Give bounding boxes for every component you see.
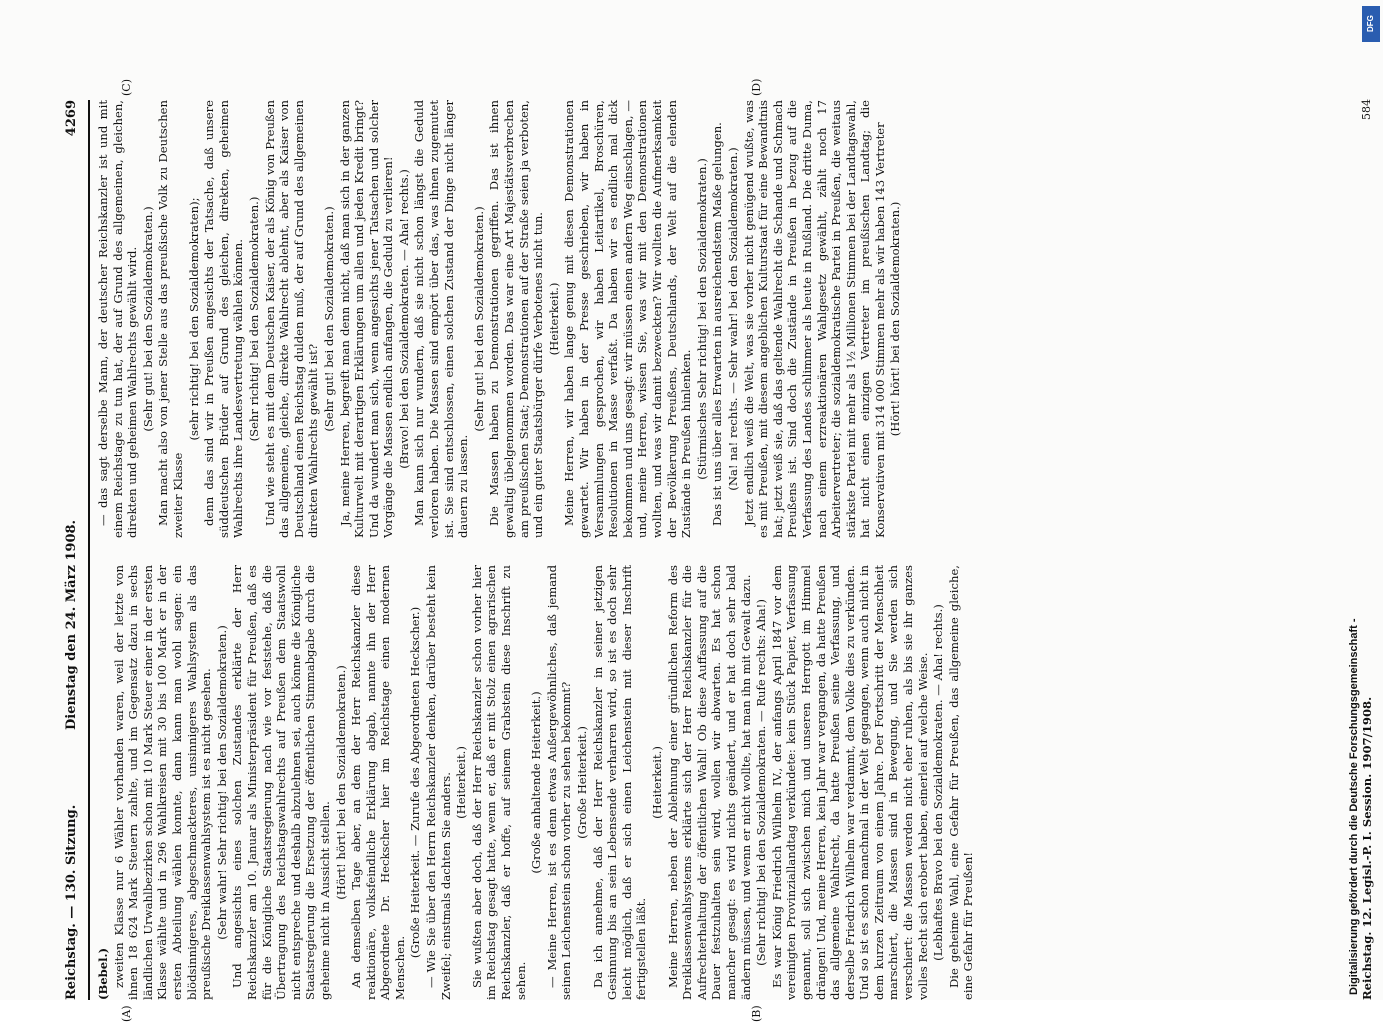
page-header xyxy=(64,100,86,1000)
paragraph: — Wie Sie über den Herrn Reichskanzler denken, darüber besteht kein Zweifel; einstmals dachten Sie anders. xyxy=(424,565,453,1000)
paragraph: (Sehr richtig! bei den Sozialdemokraten. — Rufe rechts: Aha!) xyxy=(754,599,769,966)
paragraph: Meine Herren, neben der Ablehnung einer gründlichen Reform des Dreiklassenwahlsystems erklärte sich der Herr Reichskanzler für die Aufrechterhaltung der öffentlichen Wahl! Ob diese Auffassung auf die Dauer festzuhalten sein wird, wollen wir abwarten. Es hat schon mancher gesagt: es wird nichts geändert, und er hat doch sehr bald ändern müssen, und wenn er nicht wollte, hat man ihn mit Gewalt dazu. xyxy=(665,565,753,1000)
paragraph: (Sehr gut! bei den Sozialdemokraten.) xyxy=(471,206,486,432)
paragraph: (Stürmisches Sehr richtig! bei den Sozialdemokraten.) xyxy=(694,158,709,480)
paragraph: (Große Heiterkeit.) xyxy=(575,726,589,839)
header-rule xyxy=(88,100,90,1000)
page-footer: Reichstag. 12. Legisl.-P. I. Session. 1907/1908. xyxy=(1360,696,1374,1000)
speaker-name: (Bebel.) xyxy=(96,947,110,1000)
header-date: Dienstag den 24. März 1908. xyxy=(64,519,79,730)
header-session: Reichstag. — 130. Sitzung. xyxy=(64,804,79,1000)
margin-mark-a: (A) xyxy=(120,1005,133,1022)
paragraph: (Sehr gut! bei den Sozialdemokraten.) xyxy=(140,206,155,432)
paragraph: Es war König Friedrich Wilhelm IV., der anfangs April 1847 vor dem vereinigten Provinziallandtag verkündete: kein Stück Papier, Verfassung genannt, soll sich zwischen mich und unseren Herrgott im Himmel drängen! Und, meine Herren, kein Jahr war vergangen, da hatte Preußen das allgemeine Wahlrecht, da hatte Preußen seine Verfassung, und derselbe Friedrich Wilhelm war verdammt, dem Volke dies zu verkünden. Und so ist es schon manchmal in der Welt gegangen, wenn auch nicht in dem kurzen Zeitraum von einem Jahre. Der Fortschritt der Menschheit marschiert, die Massen sind in Bewegung, und Sie werden sich verschiert: die Massen werden nicht eher ruhen, als bis sie ihr ganzes volles Recht sich erobert haben, einerlei auf welche Weise. xyxy=(769,565,930,1000)
paragraph: (Lebhaftes Bravo bei den Sozialdemokraten. — Aha! rechts.) xyxy=(931,604,946,961)
paragraph: zweiten Klasse nur 6 Wähler vorhanden waren, weil der letzte von ihnen 18 624 Mark Steuern zahlte, und im Gegensatz dazu in sechs ländlichen Urwahlbezirken schon mit 10 Mark Steuer einer in der ersten Klasse wählte und in 296 Wahlkreisen mit 30 bis 100 Mark er in der ersten Abteilung wählen konnte, dann kann man wohl sagen: ein blödsinnigeres, abgeschmackteres, unsinnigeres Wahlsystem als das preußische Dreiklassenwahlsystem ist es nicht gesehen. xyxy=(111,565,214,1000)
paragraph: (Große Heiterkeit. — Zurufe des Abgeordneten Heckscher.) xyxy=(408,606,423,959)
paragraph: (Na! na! rechts. — Sehr wahr! bei den Sozialdemokraten.) xyxy=(725,147,740,491)
margin-mark-b: (B) xyxy=(750,1005,763,1022)
paragraph: Jetzt endlich weiß die Welt, was sie vorher nicht genügend wußte, was es mit Preußen, mit diesem angeblichen Kulturstaat für eine Bewandtnis hat; jetzt weiß sie, daß das geltende Wahlrecht die Schande und Schmach Preußens ist. Sind doch die Zustände in Preußen in bezug auf die Verfassung des Landes schlimmer als heute in Rußland. Die dritte Duma, nach einem erzreaktionären Wahlgesetz gewählt, zählt noch 17 Arbeitervertreter; die sozialdemokratische Partei in Preußen, die weitaus stärkste Partei mit mehr als 1½ Millionen Stimmen bei der Landtagswahl, hat nicht einen einzigen Vertreter im preußischen Landtag; die Konservativen mit 314 000 Stimmen mehr als wir haben 143 Vertreter xyxy=(741,100,887,538)
paragraph: (Heiterkeit.) xyxy=(546,282,561,356)
paragraph: (Hört! hört! bei den Sozialdemokraten.) xyxy=(888,201,903,437)
header-page-number: 4269 xyxy=(64,100,79,137)
paragraph: (Hört! hört! bei den Sozialdemokraten.) xyxy=(333,665,348,900)
paragraph: — Meine Herren, ist es denn etwas Außergewöhnliches, daß jemand seinen Leichenstein schon vorher zu sehen bekommt? xyxy=(544,565,574,1000)
rotated-page xyxy=(60,78,1380,1022)
paragraph: (Heiterkeit.) xyxy=(649,746,664,819)
paragraph: Und wie steht es mit dem Deutschen Kaiser, der als König von Preußen das allgemeine, gleiche, direkte Wahlrecht ablehnt, aber als Kaiser von Deutschland einen Reichstag dulden muß, der auf Grund des allgemeinen direkten Wahlrechts gewählt ist? xyxy=(262,100,321,538)
dfg-logo: DFG xyxy=(1362,6,1380,42)
paragraph: (Heiterkeit.) xyxy=(454,746,469,819)
paragraph: (Bravo! bei den Sozialdemokraten. — Aha! rechts.) xyxy=(396,169,411,469)
right-column xyxy=(96,100,904,538)
paragraph: — das sagt derselbe Mann, der deutscher Reichskanzler ist und mit einem Reichstage zu tun hat, der auf Grund des allgemeinen, gleichen, direkten und geheimen Wahlrechts gewählt wird. xyxy=(96,100,140,538)
paragraph: Man kann sich nur wundern, daß sie nicht schon längst die Geduld verloren haben. Die Massen sind empört über das, was ihnen zugemutet ist. Sie sind entschlossen, einen solchen Zustand der Dinge nicht länger dauern zu lassen. xyxy=(412,100,471,538)
left-column xyxy=(96,565,977,1000)
paragraph: denn das sind wir in Preußen angesichts der Tatsache, daß unsere süddeutschen Brüder auf Grund des gleichen, direkten, geheimen Wahlrechts ihre Landesvertretung wählen können. xyxy=(202,100,246,538)
paragraph: Die geheime Wahl, eine Gefahr für Preußen, das allgemeine gleiche, eine Gefahr für Preußen! xyxy=(946,565,976,1000)
paragraph: Die Massen haben zu Demonstrationen gegriffen. Das ist ihnen gewaltig übelgenommen worden. Das war eine Art Majestätsverbrechen am preußischen Staat; Demonstrationen auf der Straße seien ja verboten, und ein guter Staatsbürger dürfe Verbotenes nicht tun. xyxy=(487,100,546,538)
paragraph: An demselben Tage aber, an dem der Herr Reichskanzler diese reaktionäre, volksfeindliche Erklärung abgab, nannte ihn der Herr Abgeordnete Dr. Heckscher hier im Reichstage einen modernen Menschen. xyxy=(349,565,407,1000)
margin-mark-c: (C) xyxy=(120,79,133,96)
paragraph: Ja, meine Herren, begreift man denn nicht, daß man sich in der ganzen Kulturwelt mit derartigen Erklärungen um allen und jeden Kredit bringt? Und da wundert man sich, wenn angesichts jener Tatsachen und solcher Vorgänge die Massen endlich anfangen, die Geduld zu verlieren! xyxy=(337,100,396,538)
margin-mark-d: (D) xyxy=(750,78,763,96)
paragraph: Das ist uns über alles Erwarten in ausreichendstem Maße gelungen. xyxy=(710,122,725,526)
paragraph: (Große anhaltende Heiterkeit.) xyxy=(529,691,544,874)
paragraph: Meine Herren, wir haben lange genug mit diesen Demonstrationen gewartet. Wir haben in der Presse geschrieben, wir haben in Versammlungen gesprochen, wir haben Leitartikel, Broschüren, Resolutionen in Masse verfaßt. Da haben wir es endlich mal dick bekommen und uns gesagt: wir müssen einen andern Weg einschlagen, — und, meine Herren, wissen Sie, was wir mit den Demonstrationen wollten, und was wir damit bezweckten? Wir wollten die Aufmerksamkeit der Bevölkerung Preußens, Deutschlands, der Welt auf die elenden Zustände in Preußen hinlenken. xyxy=(562,100,694,538)
paragraph: (Sehr gut! bei den Sozialdemokraten.) xyxy=(321,206,336,432)
paragraph: Da ich annehme, daß der Herr Reichskanzler in seiner jetzigen Gesinnung bis an sein Lebensende verharren wird, so ist es doch sehr leicht möglich, daß er sich einen Leichenstein mit dieser Inschrift fertigstellen läßt. xyxy=(590,565,649,1000)
paragraph: Und angesichts eines solchen Zustandes erklärte der Herr Reichskanzler am 10. Januar als Ministerpräsident für Preußen, daß es für die Königliche Staatsregierung nach wie vor feststehe, daß die Übertragung des Reichstagswahlrechts auf Preußen dem Staatswohl nicht entspreche und deshalb abzulehnen sei, auch könne die Königliche Staatsregierung die Ersetzung der öffentlichen Stimmabgabe durch die geheime nicht in Aussicht stellen. xyxy=(230,565,332,1000)
paragraph: (sehr richtig! bei den Sozialdemokraten); xyxy=(186,197,201,441)
digitization-note: Digitalisierung gefördert durch die Deutsche Forschungsgemeinschaft - xyxy=(1348,618,1360,995)
paragraph: (Sehr richtig! bei den Sozialdemokraten.) xyxy=(246,196,261,442)
paragraph: Man macht also von jener Stelle aus das preußische Volk zu Deutschen zweiter Klasse xyxy=(156,100,185,538)
paragraph: (Sehr wahr! Sehr richtig! bei den Sozialdemokraten.) xyxy=(214,625,229,940)
signature-number: 584 xyxy=(1360,99,1373,120)
paragraph: Sie wußten aber doch, daß der Herr Reichskanzler schon vorher hier im Reichstag gesagt hatte, wenn er, daß er mit Stolz einen agrarischen Reichskanzler, daß er hoffe, auf seinem Grabstein diese Inschrift zu sehen. xyxy=(469,565,528,1000)
